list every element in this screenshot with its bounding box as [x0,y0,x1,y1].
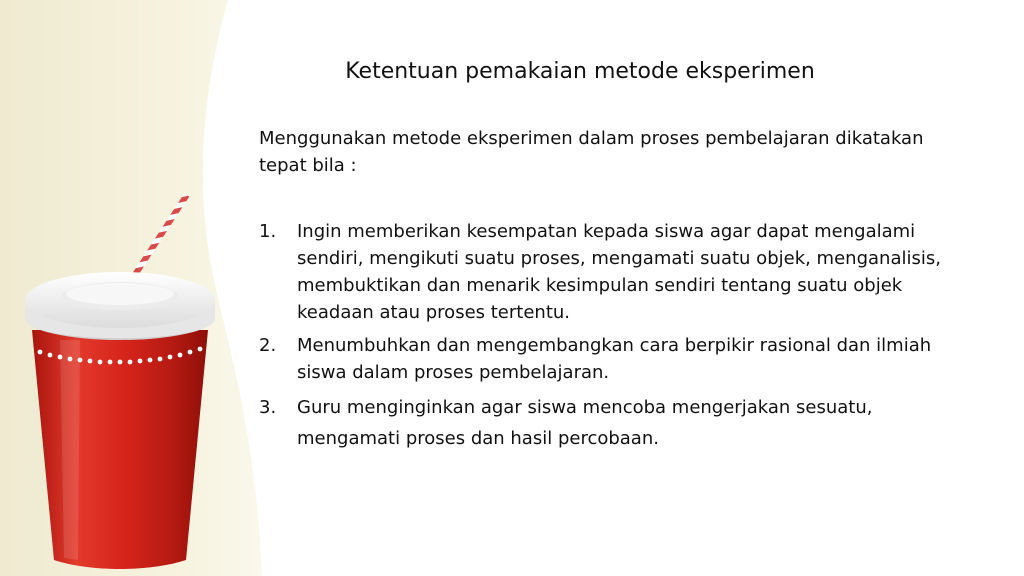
list-item-number: 3. [259,397,277,418]
list-item [259,332,979,386]
intro-text: Menggunakan metode eksperimen dalam proses pembelajaran dikatakan tepat bila : [259,128,924,176]
list-item-text: Guru menginginkan agar siswa mencoba mengerjakan sesuatu, mengamati proses dan hasil percobaan. [297,397,873,449]
slide-title: Ketentuan pemakaian metode eksperimen [345,59,815,84]
list-item-text: Ingin memberikan kesempatan kepada siswa agar dapat mengalami sendiri, mengikuti suatu proses, mengamati suatu objek, menganalisis, membuktikan dan menarik kesimpulan sendiri tentang suatu objek keadaan atau proses tertentu. [297,221,941,323]
list-item-text: Menumbuhkan dan mengembangkan cara berpikir rasional dan ilmiah siswa dalam proses pembelajaran. [297,335,932,383]
cup-icon [25,272,215,569]
list-item [259,218,979,326]
list-item-number: 2. [259,335,277,356]
requirements-list [259,218,979,460]
list-item-number: 1. [259,221,277,242]
list-item [259,392,979,454]
